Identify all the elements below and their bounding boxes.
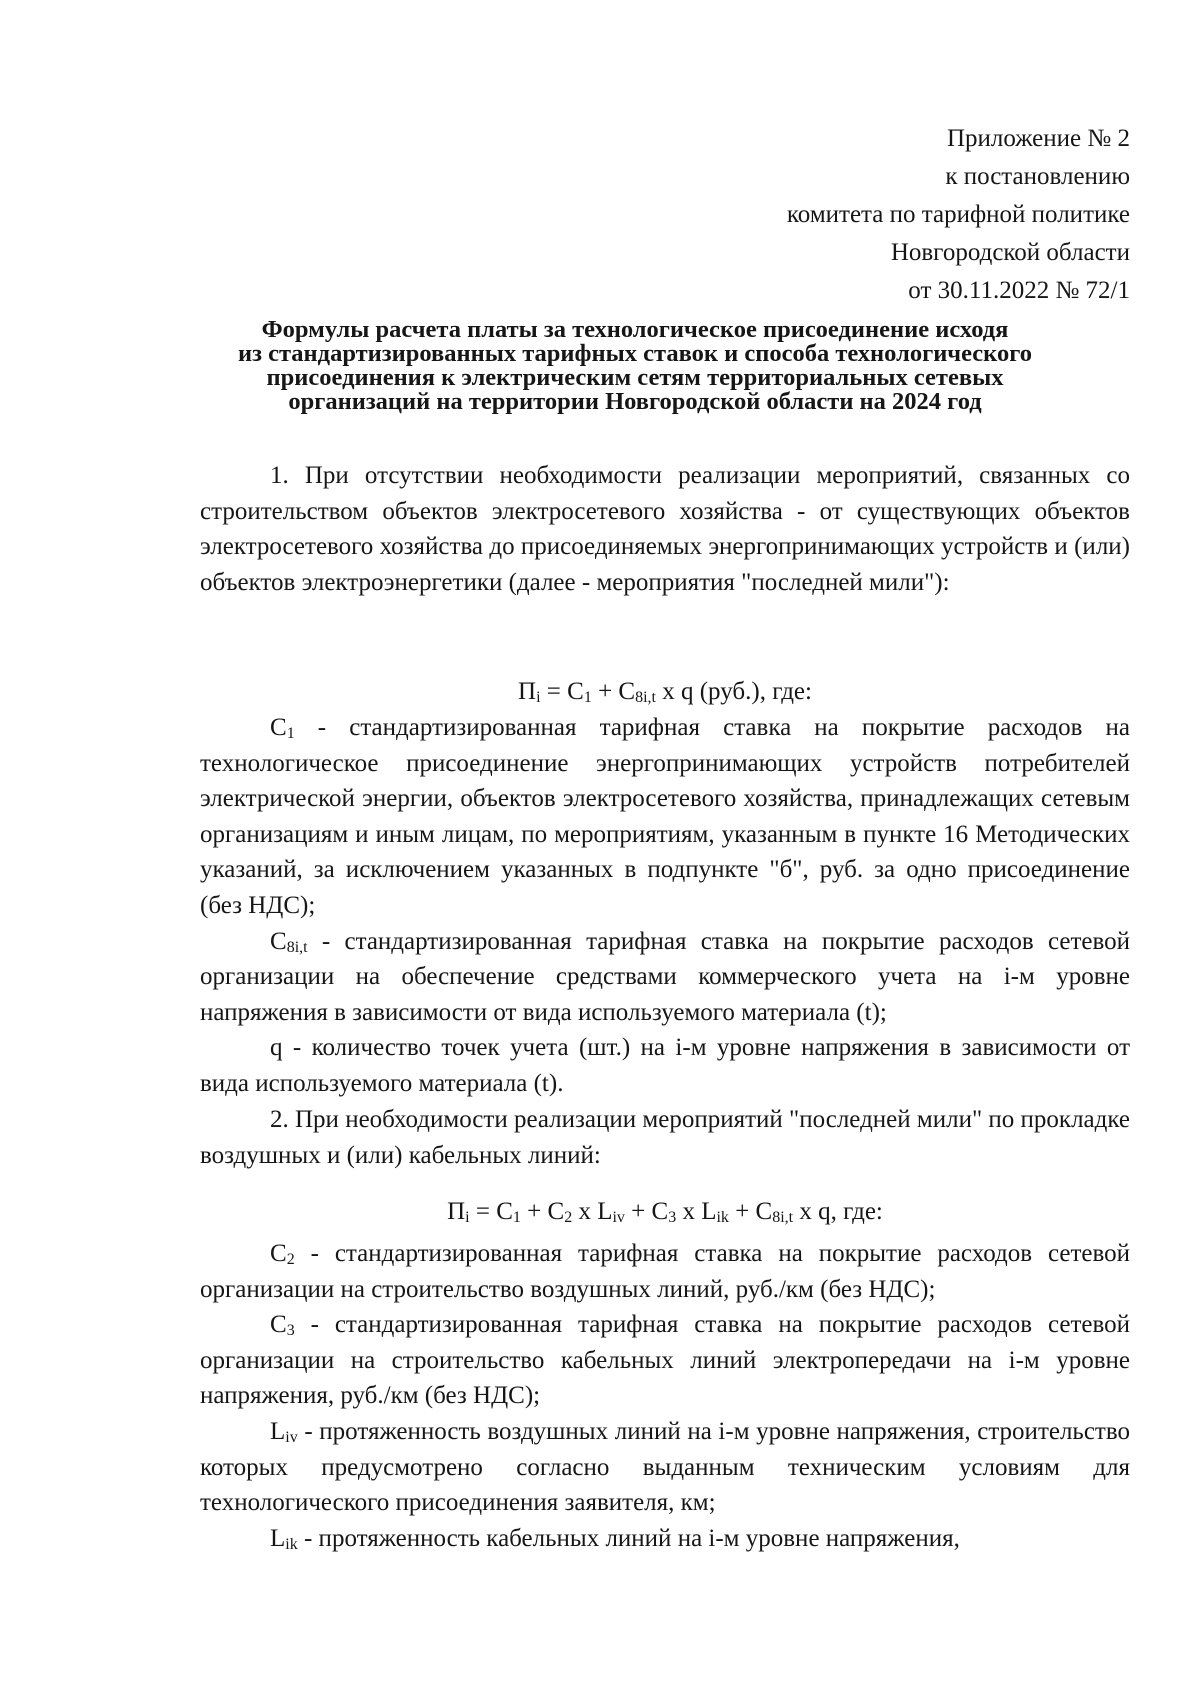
appendix-date-number: от 30.11.2022 № 72/1 (908, 277, 1130, 304)
section-2-definitions (200, 1236, 1130, 1556)
title-line-4: организаций на территории Новгородской области на 2024 год (288, 388, 982, 415)
definition-c8: $C_{8i,t}$ - стандартизированная тарифная ставка на покрытие расходов сетевой организации на обеспечение средствами коммерческого учета на i-м уровне напряжения в зависимости от вида используемого материала (t); (200, 927, 1130, 1026)
definition-c3: $C_3$ - стандартизированная тарифная ставка на покрытие расходов сетевой организации на строительство кабельных линий электропередачи на i-м уровне напряжения, руб./км (без НДС); (200, 1311, 1130, 1410)
appendix-header (787, 120, 1130, 310)
section-1-definitions (200, 710, 1130, 1102)
section-2-intro: 2. При необходимости реализации мероприятий "последней мили" по прокладке воздушных и (или) кабельных линий: (200, 1106, 1130, 1169)
appendix-region: Новгородской области (890, 239, 1130, 266)
title-line-3: присоединения к электрическим сетям территориальных сетевых (266, 364, 1004, 391)
title-line-1: Формулы расчета платы за технологическое присоединение исходя (261, 316, 1009, 343)
appendix-resolution: к постановлению (945, 163, 1130, 190)
definition-liv: $L_{iv}$ - протяженность воздушных линий на i-м уровне напряжения, строительство которых предусмотрено согласно выданным техническим условиям для технологического присоединения заявителя, км; (200, 1417, 1130, 1517)
section-1-intro: 1. При отсутствии необходимости реализации мероприятий, связанных со строительством объектов электросетевого хозяйства - от существующих объектов электросетевого хозяйства до присоединяемых энергопринимающих устройств и (или) объектов электроэнергетики (далее - мероприятия "последней мили"): (200, 462, 1130, 596)
definition-lik: $L_{ik}$ - протяженность кабельных линий на i-м уровне напряжения, (270, 1524, 960, 1553)
appendix-number: Приложение № 2 (946, 125, 1130, 152)
definition-c2: $C_2$ - стандартизированная тарифная ставка на покрытие расходов сетевой организации на строительство воздушных линий, руб./км (без НДС); (200, 1240, 1130, 1303)
section-1-intro-block (200, 458, 1130, 600)
definition-c1: $C_1$ - стандартизированная тарифная ставка на покрытие расходов на технологическое присоединение энергопринимающих устройств потребителей электрической энергии, объектов электросетевого хозяйства, принадлежащих сетевым организациям и иным лицам, по мероприятиям, указанным в пункте 16 Методических указаний, за исключением указанных в подпункте "б", руб. за одно присоединение (без НДС); (200, 714, 1130, 919)
title-line-2: из стандартизированных тарифных ставок и способа технологического (238, 340, 1032, 367)
document-title (200, 318, 1070, 414)
section-2-intro-block (200, 1102, 1130, 1173)
definition-q: q - количество точек учета (шт.) на i-м уровне напряжения в зависимости от вида используемого материала (t). (200, 1034, 1130, 1097)
appendix-committee: комитета по тарифной политике (786, 201, 1130, 228)
formula-1: $П_i = C_1 + C_{8i,t}$ x q (руб.), где: (518, 678, 812, 706)
formula-2: $П_i = C_1 + C_2$ x $L_{iv} + C_3$ x $L_{ik} + C_{8i,t}$ x q, где: (447, 1198, 883, 1226)
